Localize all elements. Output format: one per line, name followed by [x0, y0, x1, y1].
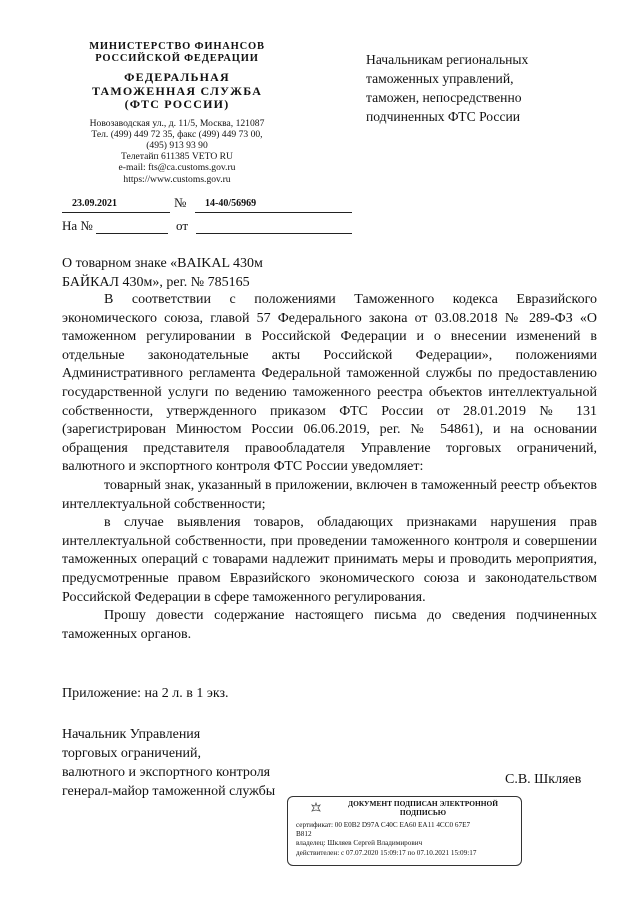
reference-line: [62, 218, 302, 236]
service-line-1: ФЕДЕРАЛЬНАЯ: [124, 70, 230, 84]
eagle-emblem-svg: [310, 802, 322, 814]
stamp-validity: действителен: с 07.07.2020 15:09:17 по 07.10.2021 15:09:17: [296, 848, 477, 857]
subject-line-1: О товарном знаке «BAIKAL 430м: [62, 256, 263, 271]
service-line-2: ТАМОЖЕННАЯ СЛУЖБА: [91, 83, 263, 98]
number-underline: [195, 212, 352, 213]
reference-number-label: На №: [62, 218, 93, 233]
addressee-block: [366, 50, 606, 126]
stamp-title: [328, 800, 518, 817]
subject: [62, 254, 362, 292]
address-block: [62, 118, 292, 185]
address-line-4: Телетайп 611385 VETO RU: [121, 151, 233, 163]
number-sign: №: [174, 195, 187, 210]
signatory-name: С.В. Шкляев: [505, 772, 582, 787]
body-paragraph-2: товарный знак, указанный в приложении, включен в таможенный реестр объектов интеллектуальной собственности;: [62, 477, 597, 512]
body-paragraph-1: В соответствии с положениями Таможенного кодекса Евразийского экономического союза, главой 57 Федерального закона от 03.08.2018 № 289-ФЗ «О таможенном регулировании в Российской Федерации и о внесении изменений в отдельные законодательные акты Российской Федерации», положениями Административного регламента Федеральной таможенной службы по предоставлению государственной услуги по ведению таможенного реестра объектов интеллектуальной собственности, утвержденного приказом ФТС России от 28.01.2019 № 131 (зарегистрирован Минюстом России 06.06.2019, рег. № 54861), и на основании обращения представителя правообладателя Управление торговых ограничений, валютного и экспортного контроля ФТС России уведомляет:: [62, 292, 597, 475]
reference-date-label: от: [176, 218, 189, 233]
signatory-line-3: валютного и экспортного контроля: [62, 765, 271, 780]
stamp-certificate-line-1: сертификат: 00 E0B2 D97A C40C EA60 EA11 4CC0 67E7: [296, 821, 471, 829]
electronic-signature-stamp: [287, 796, 522, 866]
addressee-line-1: Начальникам региональных: [366, 52, 529, 67]
date-underline: [62, 212, 170, 213]
letterhead: [62, 41, 292, 185]
registration-date: 23.09.2021: [72, 198, 117, 209]
subject-line-2: БАЙКАЛ 430м», рег. № 785165: [62, 275, 250, 290]
attachment-note: Приложение: на 2 л. в 1 экз.: [62, 686, 229, 701]
address-line-6: https://www.customs.gov.ru: [123, 173, 231, 185]
service-line-3: (ФТС РОССИИ): [124, 97, 230, 111]
registration-number: 14-40/56969: [205, 198, 257, 209]
stamp-title-line-1: ДОКУМЕНТ ПОДПИСАН ЭЛЕКТРОННОЙ: [348, 799, 498, 808]
stamp-details: [296, 821, 518, 858]
signatory-line-1: Начальник Управления: [62, 727, 201, 742]
stamp-title-line-2: ПОДПИСЬЮ: [399, 807, 447, 817]
body-paragraph-3: в случае выявления товаров, обладающих признаками нарушения прав интеллектуальной собственности, при проведении таможенного контроля и совершении таможенных операций с товарами надлежит принимать меры и проводить мероприятия, предусмотренные правом Евразийского экономического союза и законодательством Российской Федерации в сфере таможенного регулирования.: [62, 515, 597, 605]
addressee-line-3: таможен, непосредственно: [366, 90, 522, 105]
stamp-certificate-line-2: B812: [296, 830, 312, 839]
ministry-line-2: РОССИЙСКОЙ ФЕДЕРАЦИИ: [95, 53, 259, 64]
signatory-line-4: генерал-майор таможенной службы: [62, 784, 276, 799]
address-line-2: Тел. (499) 449 72 35, факс (499) 449 73 00,: [91, 128, 263, 140]
body-paragraph-4: Прошу довести содержание настоящего письма до сведения подчиненных таможенных органов.: [62, 608, 597, 642]
reference-date-blank: [196, 233, 352, 234]
eagle-emblem-icon: [310, 802, 322, 816]
address-line-3: (495) 913 93 90: [146, 139, 208, 151]
address-line-1: Новозаводская ул., д. 11/5, Москва, 121087: [89, 117, 265, 129]
signatory-title: [62, 725, 362, 801]
letter-body: [62, 291, 597, 644]
registration-line: [62, 195, 302, 214]
ministry-line-1: МИНИСТЕРСТВО ФИНАНСОВ: [89, 41, 265, 52]
addressee-line-4: подчиненных ФТС России: [366, 109, 521, 124]
signatory-line-2: торговых ограничений,: [62, 746, 202, 761]
reference-number-blank: [96, 233, 168, 234]
addressee-line-2: таможенных управлений,: [366, 71, 514, 86]
address-line-5: e-mail: fts@ca.customs.gov.ru: [118, 162, 236, 174]
stamp-owner: владелец: Шкляев Сергей Владимирович: [296, 839, 423, 848]
